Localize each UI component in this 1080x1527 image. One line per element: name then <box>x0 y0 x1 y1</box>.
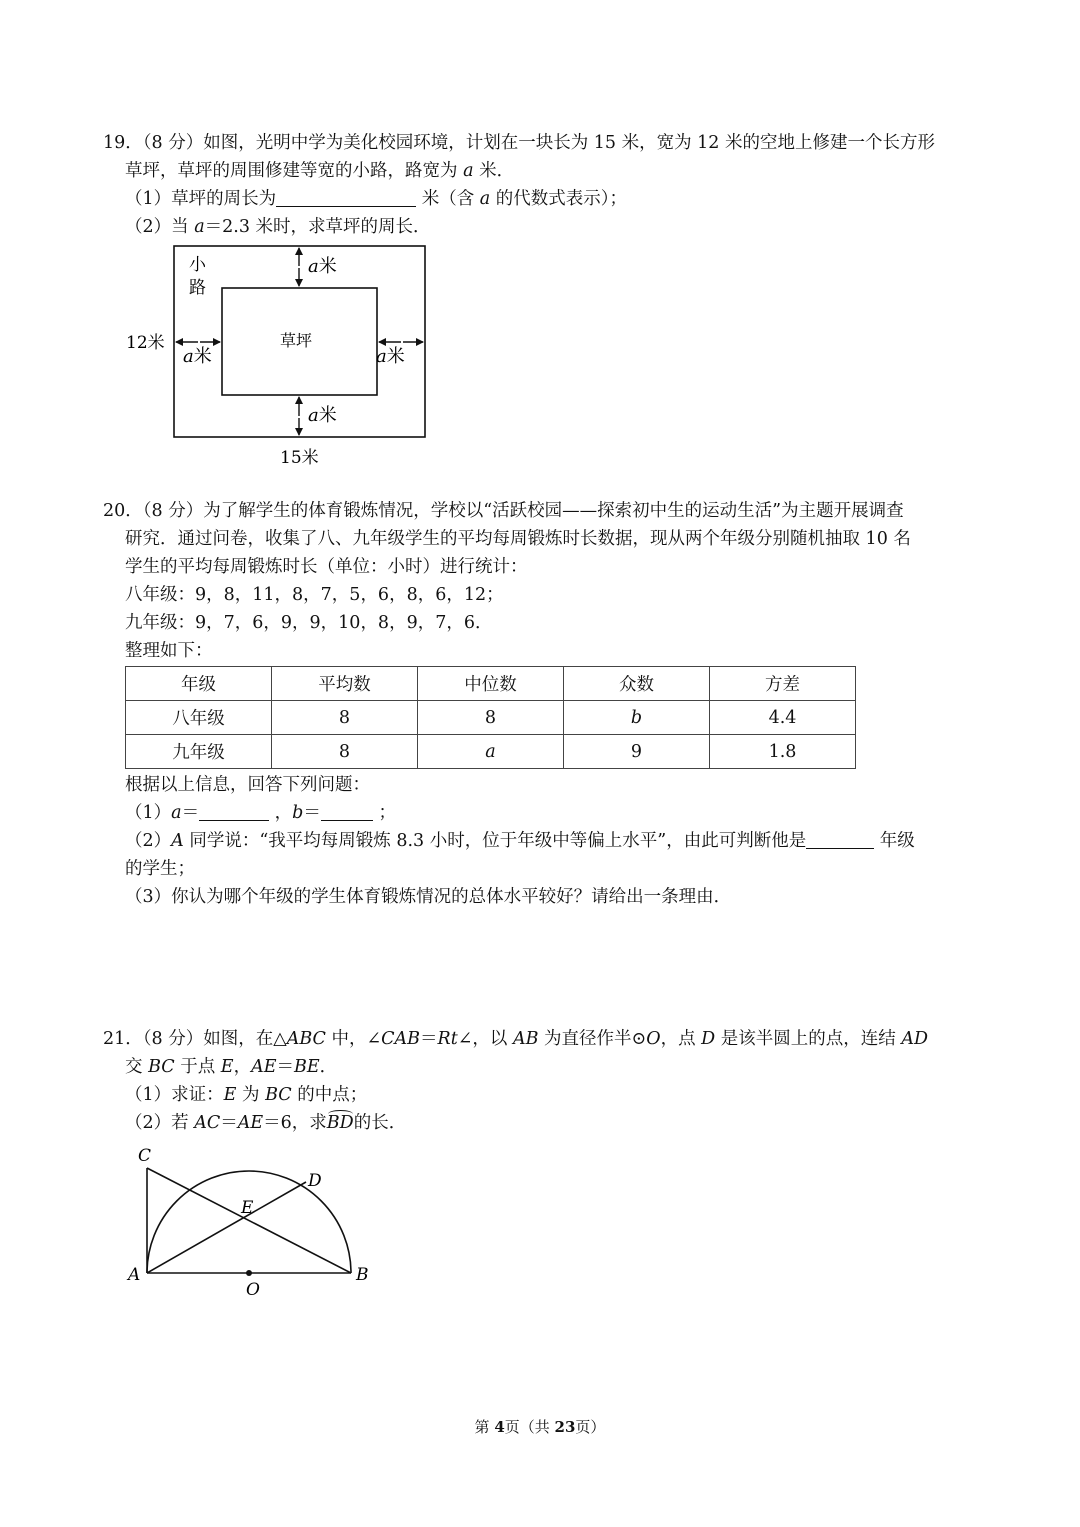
center-point-o <box>246 1270 252 1276</box>
q20-part-2: （2）A 同学说：“我平均每周锻炼 8.3 小时，位于年级中等偏上水平”，由此可判断他是 年级 <box>125 831 915 851</box>
a-label-bottom: a米 <box>308 405 337 426</box>
q21-line-1: 21．（8 分）如图，在△ABC 中，∠CAB＝Rt∠，以 AB 为直径作半⊙O，点 D 是该半圆上的点，连结 AD <box>103 1029 928 1049</box>
arc-bd: BD <box>327 1109 354 1137</box>
q20-grade8-data: 八年级：9，8，11，8，7，5，6，8，6，12； <box>125 585 504 605</box>
table-cell: a <box>418 735 564 769</box>
label-c: C <box>138 1146 152 1166</box>
q20-summary: 整理如下： <box>125 641 213 661</box>
question-21 <box>103 1025 983 1137</box>
table-cell: 8 <box>272 701 418 735</box>
table-row <box>126 701 856 735</box>
table-cell: 8 <box>272 735 418 769</box>
arc-mark <box>328 1110 353 1118</box>
question-19 <box>103 129 983 241</box>
q20-line-2: 研究．通过问卷，收集了八、九年级学生的平均每周锻炼时长数据，现从两个年级分别随机抽取 10 名 <box>125 529 911 549</box>
q19-line-2: 草坪，草坪的周围修建等宽的小路，路宽为 a 米． <box>125 161 515 181</box>
q19-part-2: （2）当 a＝2.3 米时，求草坪的周长． <box>125 217 431 237</box>
table-cell: 八年级 <box>126 701 272 735</box>
road-label-1: 小 <box>189 255 206 275</box>
table-header-cell: 方差 <box>710 667 856 701</box>
label-o: O <box>246 1280 260 1300</box>
q20-part-1: （1）a＝ ，b＝ ； <box>125 803 396 823</box>
q20-part-3: （3）你认为哪个年级的学生体育锻炼情况的总体水平较好？请给出一条理由． <box>125 887 732 907</box>
table-cell: 九年级 <box>126 735 272 769</box>
table-header-cell: 平均数 <box>272 667 418 701</box>
table-cell: 4.4 <box>710 701 856 735</box>
answer-blank[interactable] <box>276 188 416 207</box>
table-cell: 9 <box>564 735 710 769</box>
table-header-cell: 中位数 <box>418 667 564 701</box>
page-number: 4 <box>494 1418 505 1436</box>
length-label: 15米 <box>280 448 319 468</box>
answer-blank[interactable] <box>199 802 269 821</box>
table-cell: b <box>564 701 710 735</box>
q20-answer-intro: 根据以上信息，回答下列问题： <box>125 775 370 795</box>
table-header-row <box>126 667 856 701</box>
q20-line-1: 20．（8 分）为了解学生的体育锻炼情况，学校以“活跃校园——探索初中生的运动生活”为主题开展调查 <box>103 501 904 521</box>
q19-line-1: 19．（8 分）如图，光明中学为美化校园环境，计划在一块长为 15 米，宽为 12 米的空地上修建一个长方形 <box>103 133 935 153</box>
q21-part-2: （2）若 AC＝AE＝6，求 BD的长． <box>103 1109 983 1137</box>
page-footer: 第 4页（共 23页） <box>474 1418 606 1436</box>
segment-ad <box>147 1182 306 1273</box>
q20-questions <box>103 771 983 911</box>
table-header-cell: 众数 <box>564 667 710 701</box>
answer-blank[interactable] <box>321 802 373 821</box>
q20-grade9-data: 九年级：9，7，6，9，9，10，8，9，7，6． <box>125 613 493 633</box>
q20-part-2-cont: 的学生； <box>125 859 195 879</box>
table-cell: 8 <box>418 701 564 735</box>
road-label-2: 路 <box>189 278 206 298</box>
q21-part-1: （1）求证：E 为 BC 的中点； <box>125 1085 368 1105</box>
q21-line-2: 交 BC 于点 E，AE＝BE． <box>125 1057 338 1077</box>
q21-figure <box>120 1140 380 1300</box>
width-label: 12米 <box>126 333 165 353</box>
label-b: B <box>356 1265 369 1285</box>
q19-figure <box>120 238 440 474</box>
a-label-right: a米 <box>376 346 405 367</box>
table-cell: 1.8 <box>710 735 856 769</box>
lawn-label: 草坪 <box>280 331 313 350</box>
table-header-cell: 年级 <box>126 667 272 701</box>
q20-line-3: 学生的平均每周锻炼时长（单位：小时）进行统计： <box>125 557 528 577</box>
label-d: D <box>308 1171 322 1191</box>
a-label-left: a米 <box>183 346 212 367</box>
statistics-table <box>125 666 856 769</box>
answer-blank[interactable] <box>806 830 874 849</box>
table-row <box>126 735 856 769</box>
total-pages: 23 <box>554 1418 576 1436</box>
a-label-top: a米 <box>308 256 337 277</box>
label-a: A <box>128 1265 141 1285</box>
label-e: E <box>241 1198 254 1218</box>
question-20 <box>103 497 983 665</box>
q19-part-1: （1）草坪的周长为 米（含 a 的代数式表示）； <box>125 189 628 209</box>
